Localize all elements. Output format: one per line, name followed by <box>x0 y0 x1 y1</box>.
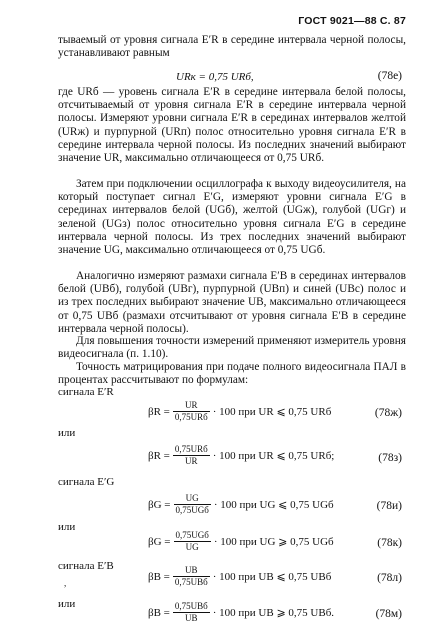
formula-78i: βG = $\frac{UG}{\text{0,75UGб}}$ · 100 при UG ⩽ 0,75 UGб <box>148 493 334 515</box>
page-header: ГОСТ 9021—88 С. 87 <box>298 15 406 27</box>
fraction: $\frac{UR}{\text{0,75URб}}$ <box>174 400 208 422</box>
paragraph-3: Аналогично измеряют размахи сигнала E′B в серединах интервалов белой (UBб), голубой (UBг), пурпурной (UBп) и синей (UBс) полос и из трех последних выбирают значение UB, максимально отличающееся от 0,75 UBб (размахи отсчитывают от уровня сигнала E′B в середине интервала черной полосы). <box>58 270 406 335</box>
equation-number-78e: (78е) <box>377 70 402 82</box>
formula-78z: βR = $\frac{\text{0,75URб}}{UR}$ · 100 при UR ⩽ 0,75 URб; <box>148 444 335 466</box>
equation-number-78k: (78к) <box>377 537 402 549</box>
fraction: $\frac{\text{0,75URб}}{UR}$ <box>174 444 208 466</box>
label-signal-r: сигнала E′R <box>58 386 114 398</box>
fraction: $\frac{UG}{\text{0,75UGб}}$ <box>175 493 209 515</box>
equation-78e: URк = 0,75 URб, <box>176 71 254 83</box>
fraction: $\frac{UB}{\text{0,75UBб}}$ <box>174 565 208 587</box>
label-or: или <box>58 427 76 439</box>
intro-text: тываемый от уровня сигнала E′R в середине интервала черной полосы, устанавливают равным <box>58 34 406 60</box>
equation-number-78zh: (78ж) <box>374 407 402 419</box>
paragraph-2: Затем при подключении осциллографа к выходу видеоусилителя, на который поступает сигнал E′G, измеряют уровни сигнала E′G в серединах интервалов белой (UGб), желтой (UGж), голубой (UGг) и зеленой (UGз) полос относительно уровня сигнала E′G в середине интервала черной полосы. Из трех последних значений выбирают значение UG, максимально отличающееся от 0,75 UGб. <box>58 178 406 257</box>
paragraph-1: где URб — уровень сигнала E′R в середине интервала белой полосы, отсчитываемый от уровня сигнала E′R в середине интервала черной полосы. Измеряют уровни сигнала E′R в серединах интервалов желтой (URж) и пурпурной (URп) полос относительно уровня сигнала E′R в середине интервала черной полосы. Из последних значений выбирают значение UR, максимально отличающееся от 0,75 URб. <box>58 86 406 165</box>
formula-78zh: βR = $\frac{UR}{\text{0,75URб}}$ · 100 при UR ⩽ 0,75 URб <box>148 400 332 422</box>
formula-78k: βG = $\frac{\text{0,75UGб}}{UG}$ · 100 при UG ⩾ 0,75 UGб <box>148 530 334 552</box>
fraction: $\frac{\text{0,75UGб}}{UG}$ <box>175 530 209 552</box>
stray-mark: , <box>64 578 67 588</box>
paragraph-4: Для повышения точности измерений применяют измеритель уровня видеосигнала (п. 1.10). <box>58 335 406 361</box>
label-or-3: или <box>58 598 76 610</box>
formula-78l: βB = $\frac{UB}{\text{0,75UBб}}$ · 100 при UB ⩽ 0,75 UBб <box>148 565 332 587</box>
fraction: $\frac{\text{0,75UBб}}{UB}$ <box>174 601 208 623</box>
label-signal-b: сигнала E′B <box>58 560 114 572</box>
paragraph-5: Точность матрицирования при подаче полного видеосигнала ПАЛ в процентах рассчитывают по формулам: <box>58 361 406 387</box>
label-signal-g: сигнала E′G <box>58 476 115 488</box>
equation-number-78m: (78м) <box>375 608 402 620</box>
label-or-2: или <box>58 521 76 533</box>
equation-number-78z: (78з) <box>378 452 402 464</box>
equation-number-78l: (78л) <box>377 572 402 584</box>
equation-number-78i: (78и) <box>376 500 402 512</box>
formula-78m: βB = $\frac{\text{0,75UBб}}{UB}$ · 100 при UB ⩾ 0,75 UBб. <box>148 601 335 623</box>
